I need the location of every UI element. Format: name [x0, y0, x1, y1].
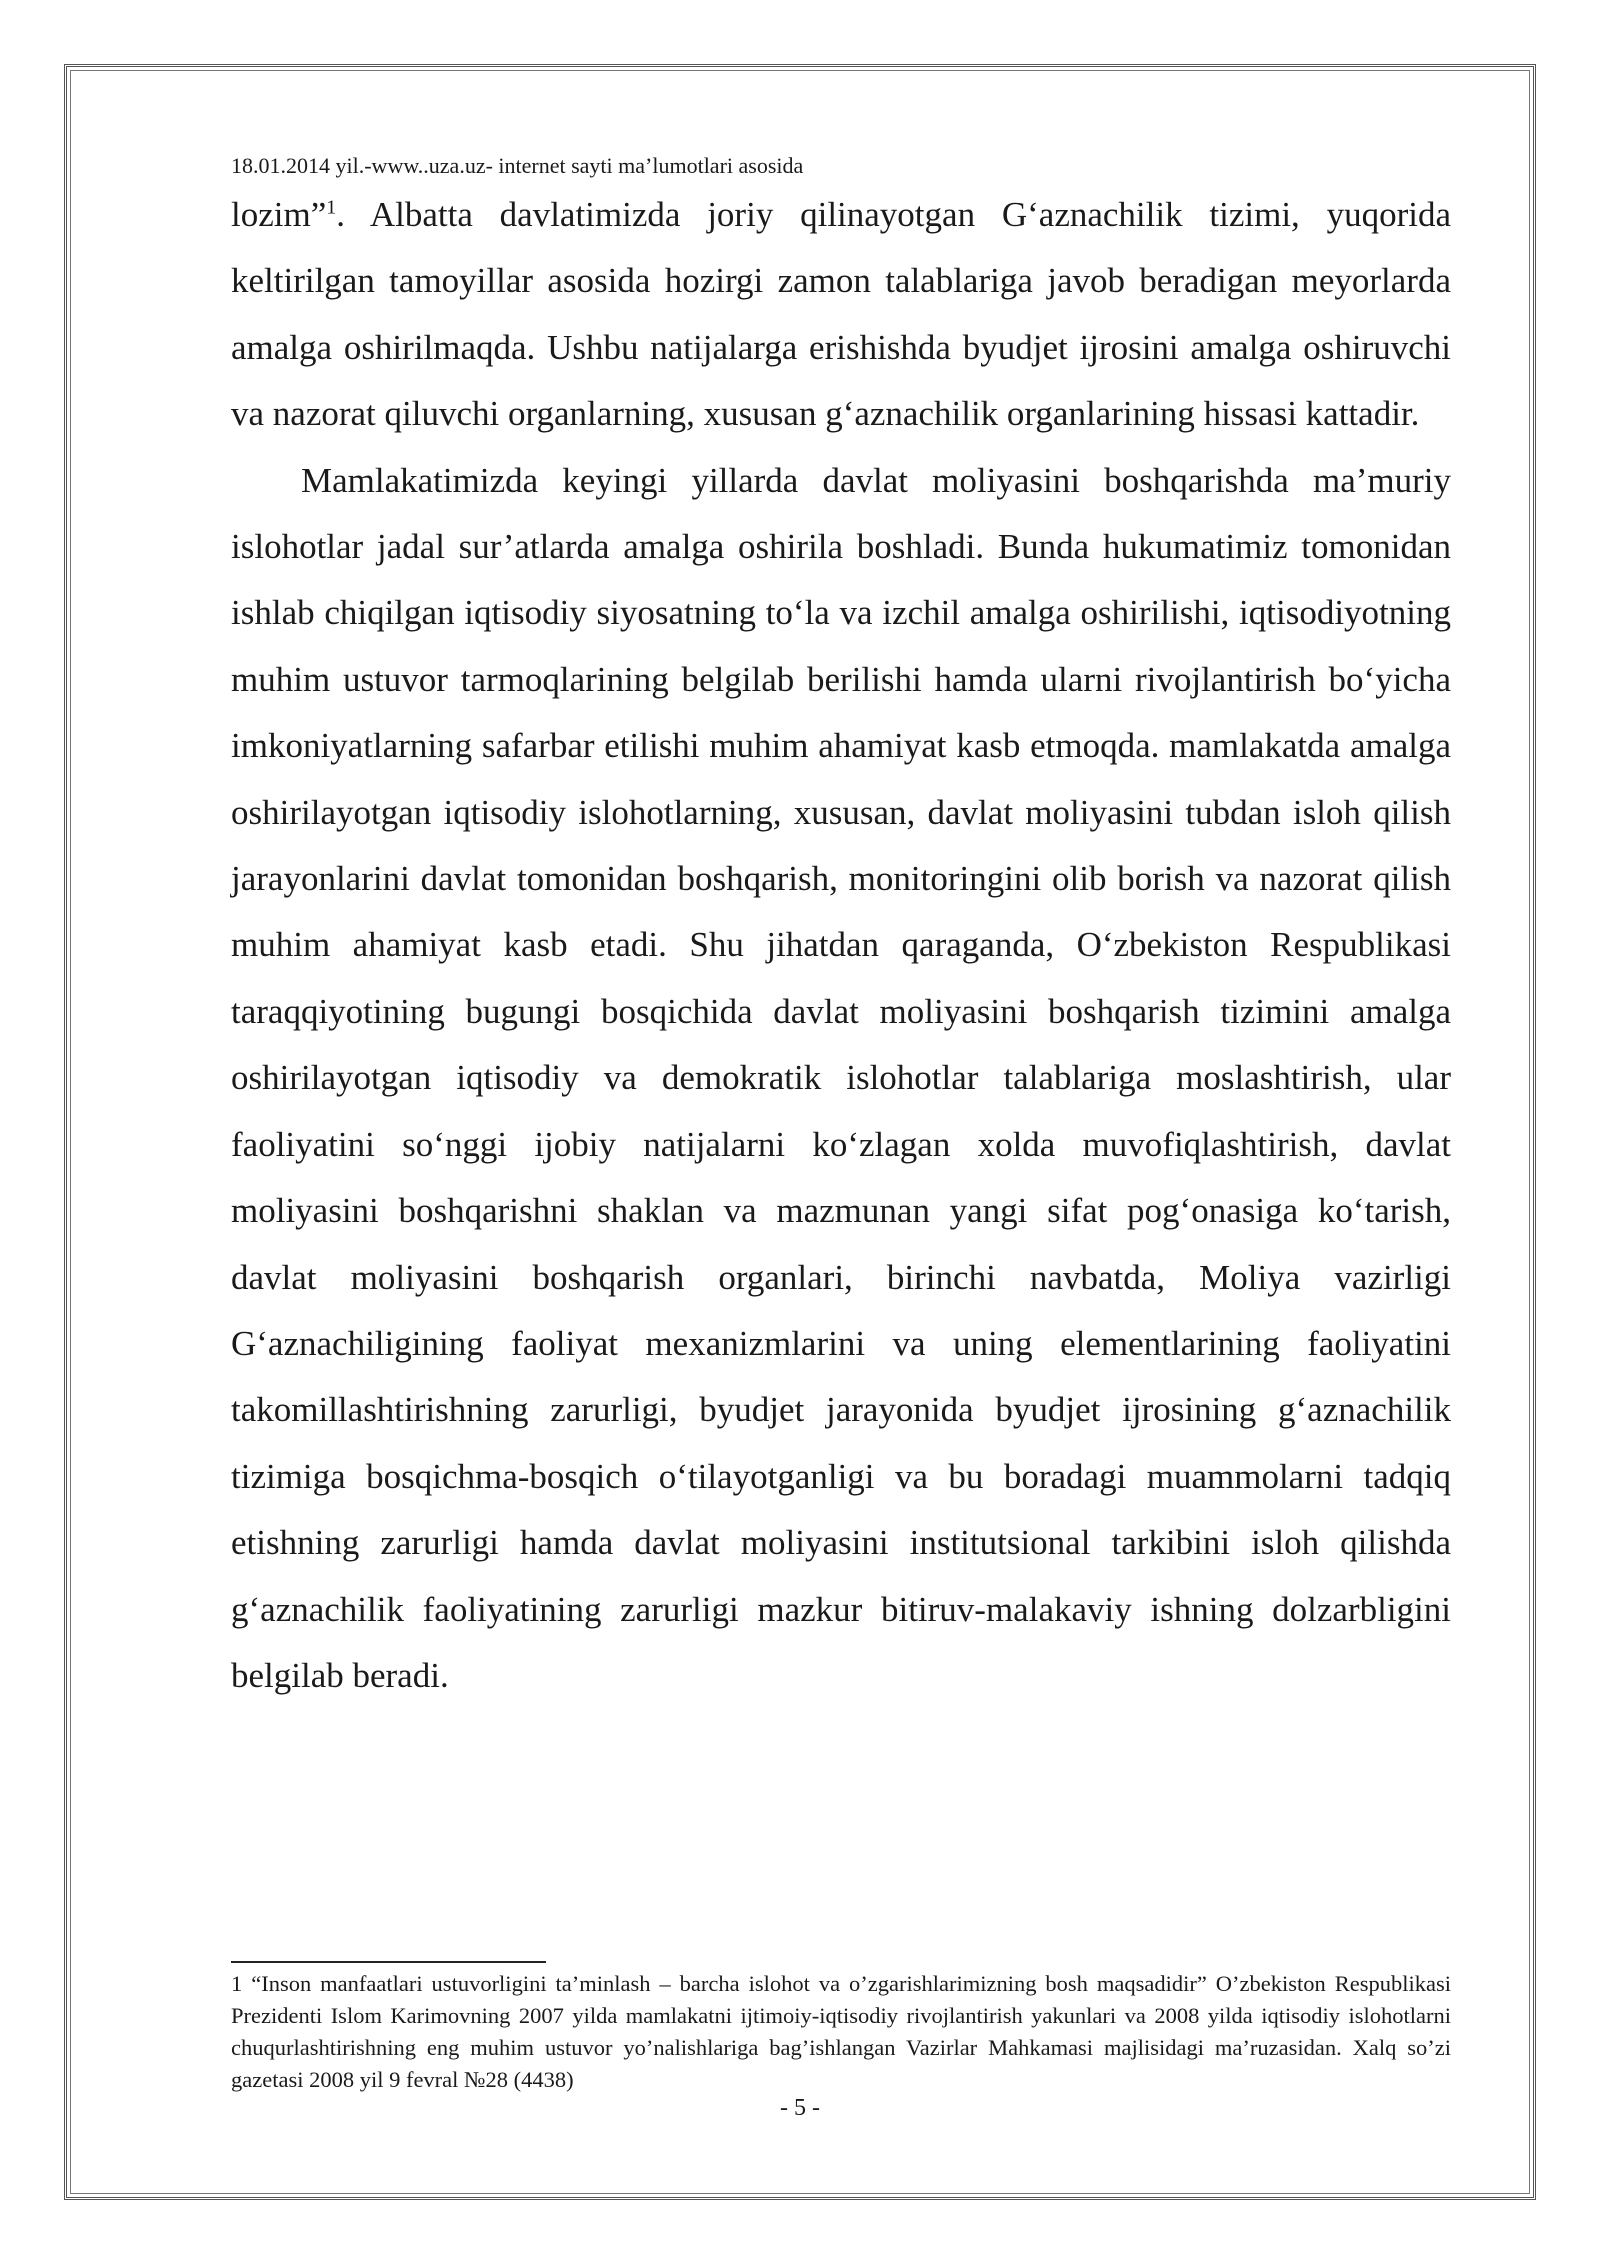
footnote-separator: [231, 1961, 546, 1963]
paragraph-1-text: . Albatta davlatimizda joriy qilinayotgan G‘aznachilik tizimi, yuqorida keltirilgan tamoyillar asosida hozirgi zamon talablariga javob beradigan meyorlarda amalga oshirilmaqda. Ushbu natijalarga erishishda byudjet ijrosini amalga oshiruvchi va nazorat qiluvchi organlarning, xususan g‘aznachilik organlarining hissasi kattadir.: [231, 195, 1451, 434]
footnote-reference[interactable]: 1: [326, 196, 337, 219]
header-note: 18.01.2014 yil.-www..uza.uz- internet sayti ma’lumotlari asosida: [231, 153, 804, 178]
paragraph-1-lead: lozim”: [231, 195, 327, 234]
footnote: 1 “Inson manfaatlari ustuvorligini ta’minlash – barcha islohot va o’zgarishlarimizning bosh maqsadidir” O’zbekiston Respublikasi Prezidenti Islom Karimovning 2007 yilda mamlakatni ijtimoiy-iqtisodiy rivojlantirish yakunlari va 2008 yilda iqtisodiy islohotlarni chuqurlashtirishning eng muhim ustuvor yo’nalishlariga bag’ishlangan Vazirlar Mahkamasi majlisidagi ma’ruzasidan. Xalq so’zi gazetasi 2008 yil 9 fevral №28 (4438): [231, 1971, 1451, 2092]
page-content: [231, 150, 1451, 1709]
body-text: [231, 182, 1451, 1709]
paragraph-1: [231, 182, 1451, 448]
paragraph-2: Mamlakatimizda keyingi yillarda davlat moliyasini boshqarishda ma’muriy islohotlar jadal sur’atlarda amalga oshirila boshladi. Bunda hukumatimiz tomonidan ishlab chiqilgan iqtisodiy siyosatning to‘la va izchil amalga oshirilishi, iqtisodiyotning muhim ustuvor tarmoqlarining belgilab berilishi hamda ularni rivojlantirish bo‘yicha imkoniyatlarning safarbar etilishi muhim ahamiyat kasb etmoqda. mamlakatda amalga oshirilayotgan iqtisodiy islohotlarning, xususan, davlat moliyasini tubdan isloh qilish jarayonlarini davlat tomonidan boshqarish, monitoringini olib borish va nazorat qilish muhim ahamiyat kasb etadi. Shu jihatdan qaraganda, O‘zbekiston Respublikasi taraqqiyotining bugungi bosqichida davlat moliyasini boshqarish tizimini amalga oshirilayotgan iqtisodiy va demokratik islohotlar talablariga moslashtirish, ular faoliyatini so‘nggi ijobiy natijalarni ko‘zlagan xolda muvofiqlashtirish, davlat moliyasini boshqarishni shaklan va mazmunan yangi sifat pog‘onasiga ko‘tarish, davlat moliyasini boshqarish organlari, birinchi navbatda, Moliya vazirligi G‘aznachiligining faoliyat mexanizmlarini va uning elementlarining faoliyatini takomillashtirishning zarurligi, byudjet jarayonida byudjet ijrosining g‘aznachilik tizimiga bosqichma-bosqich o‘tilayotganligi va bu boradagi muammolarni tadqiq etishning zarurligi hamda davlat moliyasini institutsional tarkibini isloh qilishda g‘aznachilik faoliyatining zarurligi mazkur bitiruv-malakaviy ishning dolzarbligini belgilab beradi.: [231, 460, 1451, 1695]
page-number: - 5 -: [780, 2095, 820, 2121]
